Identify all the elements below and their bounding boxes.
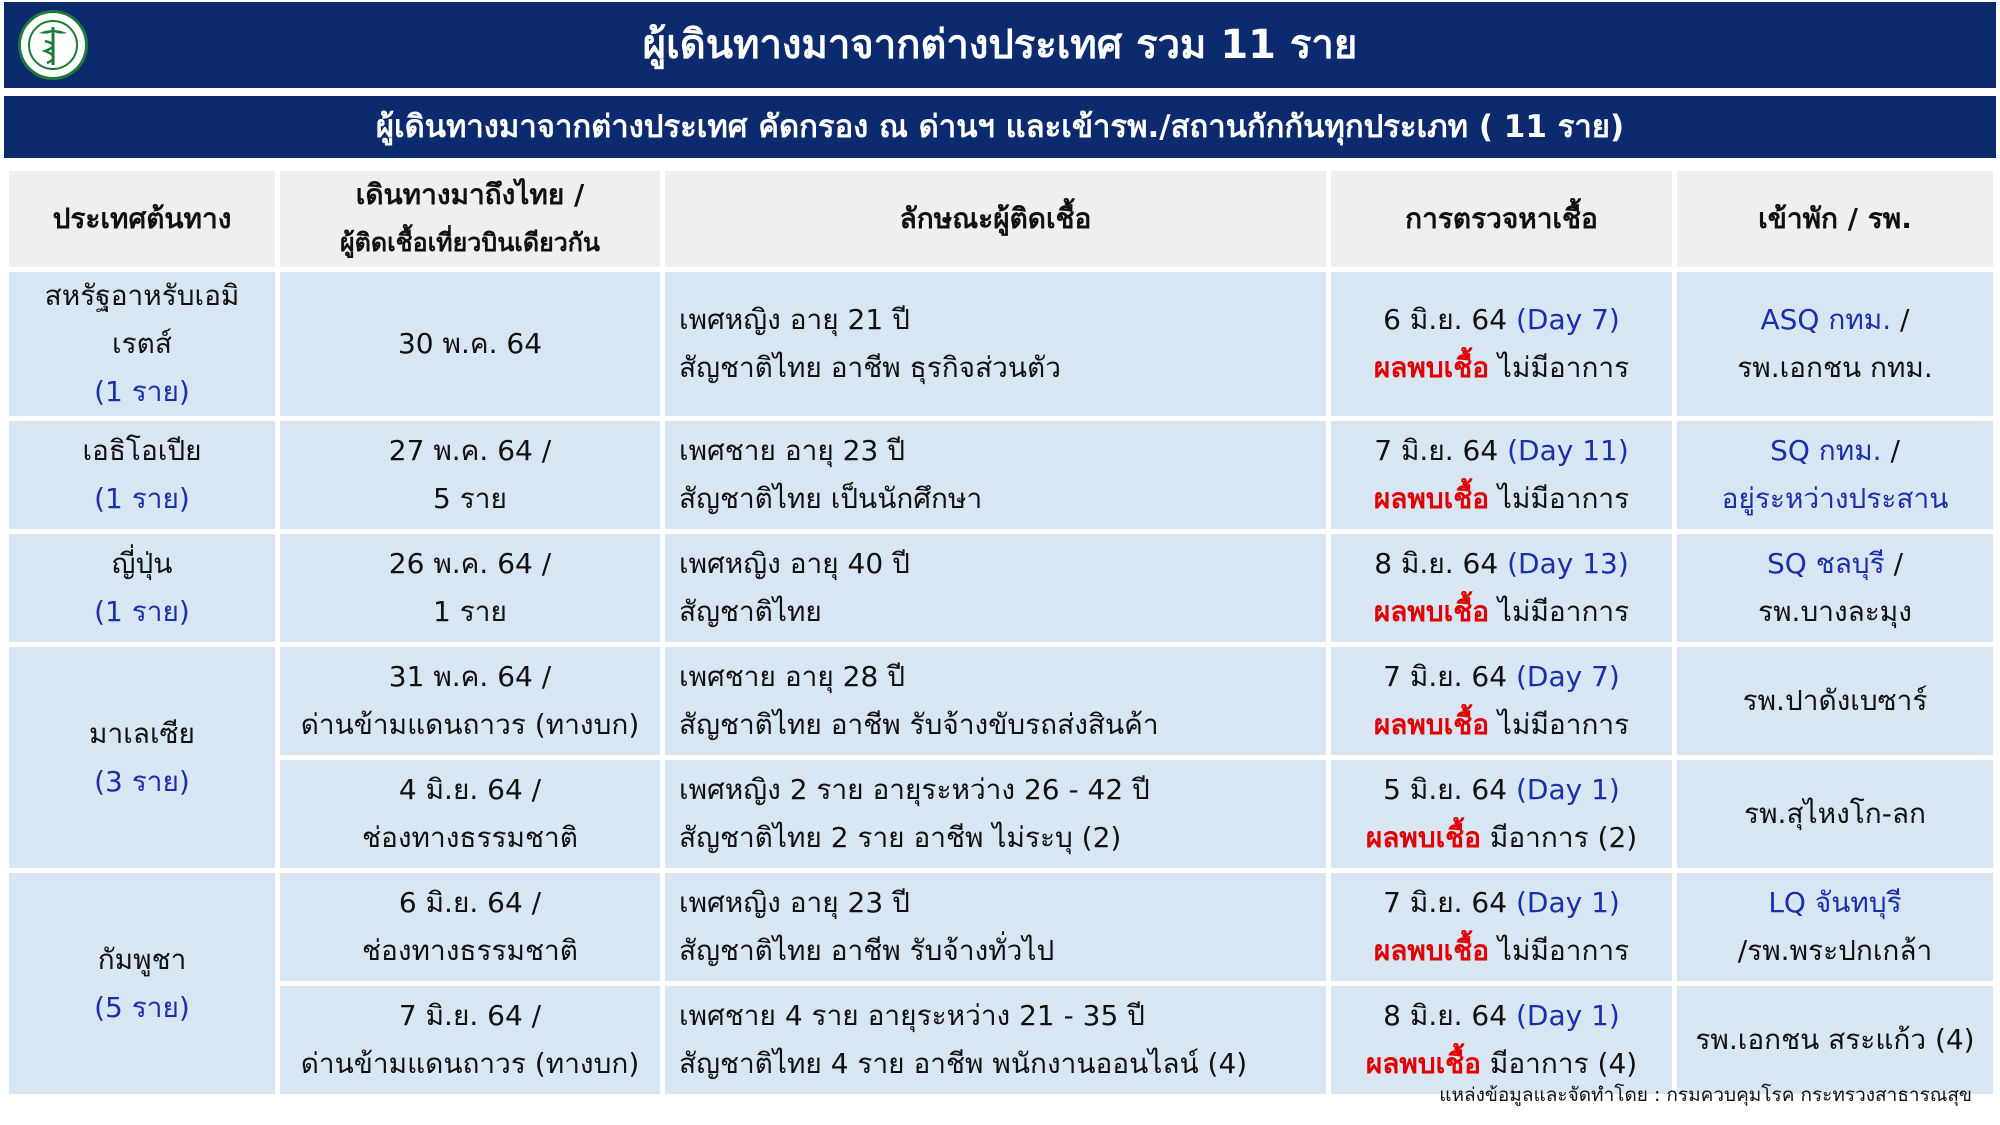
country-name: สหรัฐอาหรับเอมิเรตส์	[44, 279, 240, 360]
case-count: (1 ราย)	[94, 375, 190, 408]
symptom-status: มีอาการ (2)	[1489, 821, 1638, 854]
ministry-logo-icon	[18, 10, 88, 80]
header-facility: เข้าพัก / รพ.	[1677, 171, 1993, 267]
cases-table	[4, 166, 1998, 1099]
char-line2: สัญชาติไทย อาชีพ รับจ้างทั่วไป	[679, 934, 1055, 967]
test-day: (Day 11)	[1507, 434, 1629, 467]
case-count: (1 ราย)	[94, 482, 190, 515]
symptom-status: ไม่มีอาการ	[1497, 595, 1630, 628]
case-count: (1 ราย)	[94, 595, 190, 628]
arrival-date: 27 พ.ค. 64 /	[388, 434, 552, 467]
subtitle: ผู้เดินทางมาจากต่างประเทศ คัดกรอง ณ ด่านฯ และเข้ารพ./สถานกักกันทุกประเภท ( 11 ราย)	[375, 109, 1625, 145]
facility-separator: /	[1884, 547, 1904, 580]
char-line2: สัญชาติไทย อาชีพ ธุรกิจส่วนตัว	[679, 351, 1061, 384]
facility-cell	[1677, 760, 1993, 868]
arrival-cell	[280, 986, 660, 1094]
testing-cell	[1331, 873, 1672, 981]
hospital-name: รพ.เอกชน กทม.	[1737, 351, 1933, 384]
hospital-name: /รพ.พระปกเกล้า	[1737, 934, 1933, 967]
table-row	[9, 647, 1993, 755]
quarantine-site: SQ ชลบุรี	[1766, 547, 1885, 580]
char-line1: เพศชาย 4 ราย อายุระหว่าง 21 - 35 ปี	[679, 999, 1145, 1032]
testing-cell	[1331, 986, 1672, 1094]
char-line1: เพศชาย อายุ 28 ปี	[679, 660, 905, 693]
case-count: (5 ราย)	[94, 990, 190, 1024]
facility-cell	[1677, 272, 1993, 416]
table-row	[9, 421, 1993, 529]
char-line2: สัญชาติไทย 4 ราย อาชีพ พนักงานออนไลน์ (4)	[679, 1047, 1248, 1080]
symptom-status: ไม่มีอาการ	[1497, 934, 1630, 967]
arrival-detail: ด่านข้ามแดนถาวร (ทางบก)	[300, 708, 640, 741]
characteristics-cell	[665, 873, 1326, 981]
country-name: ญี่ปุ่น	[111, 547, 173, 580]
characteristics-cell	[665, 986, 1326, 1094]
test-date: 7 มิ.ย. 64	[1383, 886, 1508, 919]
page-title: ผู้เดินทางมาจากต่างประเทศ รวม 11 ราย	[642, 22, 1358, 68]
char-line1: เพศหญิง อายุ 21 ปี	[679, 303, 910, 336]
header-characteristics: ลักษณะผู้ติดเชื้อ	[665, 171, 1326, 267]
arrival-detail: ช่องทางธรรมชาติ	[362, 934, 578, 967]
caduceus-icon	[35, 25, 71, 67]
test-date: 8 มิ.ย. 64	[1374, 547, 1499, 580]
table-row	[9, 534, 1993, 642]
header-arrival-line1: เดินทางมาถึงไทย /	[355, 178, 585, 211]
testing-cell	[1331, 534, 1672, 642]
facility-separator: /	[1891, 303, 1910, 336]
header-testing: การตรวจหาเชื้อ	[1331, 171, 1672, 267]
table-header-row	[9, 171, 1993, 267]
test-date: 7 มิ.ย. 64	[1374, 434, 1499, 467]
char-line1: เพศหญิง อายุ 23 ปี	[679, 886, 910, 919]
arrival-date: 7 มิ.ย. 64 /	[398, 999, 542, 1032]
table-row	[9, 986, 1993, 1094]
header-arrival-line2: ผู้ติดเชื้อเที่ยวบินเดียวกัน	[339, 228, 600, 257]
characteristics-cell	[665, 647, 1326, 755]
arrival-detail: 1 ราย	[433, 595, 507, 628]
arrival-detail: 5 ราย	[433, 482, 507, 515]
test-day: (Day 13)	[1507, 547, 1629, 580]
char-line2: สัญชาติไทย 2 ราย อาชีพ ไม่ระบุ (2)	[679, 821, 1122, 854]
arrival-cell	[280, 272, 660, 416]
char-line1: เพศชาย อายุ 23 ปี	[679, 434, 905, 467]
testing-cell	[1331, 647, 1672, 755]
test-result: ผลพบเชื้อ	[1373, 934, 1490, 967]
test-result: ผลพบเชื้อ	[1373, 708, 1490, 741]
test-day: (Day 1)	[1515, 999, 1620, 1032]
symptom-status: ไม่มีอาการ	[1497, 708, 1630, 741]
facility-cell	[1677, 534, 1993, 642]
characteristics-cell	[665, 421, 1326, 529]
table-row	[9, 760, 1993, 868]
header-arrival	[280, 171, 660, 267]
arrival-detail: ช่องทางธรรมชาติ	[362, 821, 578, 854]
test-result: ผลพบเชื้อ	[1365, 821, 1481, 854]
country-cell	[9, 873, 275, 1094]
country-name: กัมพูชา	[97, 942, 187, 976]
country-name: เอธิโอเปีย	[82, 434, 202, 467]
hospital-name: รพ.บางละมุง	[1758, 595, 1912, 628]
test-result: ผลพบเชื้อ	[1373, 595, 1490, 628]
table-row	[9, 272, 1993, 416]
char-line2: สัญชาติไทย เป็นนักศึกษา	[679, 482, 983, 515]
test-day: (Day 7)	[1515, 303, 1620, 336]
facility-cell	[1677, 421, 1993, 529]
title-banner	[4, 2, 1996, 88]
case-count: (3 ราย)	[94, 764, 190, 798]
hospital-name: รพ.สุไหงโก-ลก	[1744, 797, 1926, 830]
test-result: ผลพบเชื้อ	[1373, 482, 1490, 515]
arrival-cell	[280, 421, 660, 529]
testing-cell	[1331, 421, 1672, 529]
test-day: (Day 1)	[1515, 886, 1620, 919]
source-note: แหล่งข้อมูลและจัดทำโดย : กรมควบคุมโรค กระทรวงสาธารณสุข	[1439, 1084, 1972, 1106]
arrival-cell	[280, 534, 660, 642]
test-date: 6 มิ.ย. 64	[1383, 303, 1508, 336]
arrival-cell	[280, 647, 660, 755]
char-line2: สัญชาติไทย อาชีพ รับจ้างขับรถส่งสินค้า	[679, 708, 1159, 741]
arrival-date: 26 พ.ค. 64 /	[388, 547, 552, 580]
characteristics-cell	[665, 534, 1326, 642]
symptom-status: ไม่มีอาการ	[1497, 482, 1630, 515]
test-date: 7 มิ.ย. 64	[1383, 660, 1508, 693]
quarantine-site: SQ กทม.	[1770, 434, 1882, 467]
country-name: มาเลเซีย	[89, 716, 195, 750]
symptom-status: ไม่มีอาการ	[1497, 351, 1630, 384]
testing-cell	[1331, 760, 1672, 868]
test-result: ผลพบเชื้อ	[1365, 1047, 1481, 1080]
subtitle-banner	[4, 96, 1996, 158]
testing-cell	[1331, 272, 1672, 416]
hospital-name: อยู่ระหว่างประสาน	[1721, 482, 1949, 515]
header-country: ประเทศต้นทาง	[9, 171, 275, 267]
quarantine-site: LQ จันทบุรี	[1768, 886, 1902, 919]
arrival-cell	[280, 760, 660, 868]
char-line1: เพศหญิง 2 ราย อายุระหว่าง 26 - 42 ปี	[679, 773, 1150, 806]
arrival-detail: ด่านข้ามแดนถาวร (ทางบก)	[300, 1047, 640, 1080]
facility-cell	[1677, 647, 1993, 755]
facility-cell	[1677, 986, 1993, 1094]
test-date: 5 มิ.ย. 64	[1383, 773, 1508, 806]
country-cell	[9, 421, 275, 529]
test-day: (Day 7)	[1515, 660, 1620, 693]
arrival-date: 4 มิ.ย. 64 /	[398, 773, 542, 806]
country-cell	[9, 272, 275, 416]
facility-separator: /	[1881, 434, 1900, 467]
arrival-date: 31 พ.ค. 64 /	[388, 660, 552, 693]
country-cell	[9, 647, 275, 868]
test-date: 8 มิ.ย. 64	[1383, 999, 1508, 1032]
char-line2: สัญชาติไทย	[679, 595, 822, 628]
characteristics-cell	[665, 760, 1326, 868]
facility-cell	[1677, 873, 1993, 981]
symptom-status: มีอาการ (4)	[1489, 1047, 1638, 1080]
table-row	[9, 873, 1993, 981]
char-line1: เพศหญิง อายุ 40 ปี	[679, 547, 910, 580]
test-day: (Day 1)	[1515, 773, 1620, 806]
quarantine-site: ASQ กทม.	[1760, 303, 1892, 336]
arrival-date: 6 มิ.ย. 64 /	[398, 886, 542, 919]
arrival-date: 30 พ.ค. 64	[397, 327, 543, 360]
country-cell	[9, 534, 275, 642]
test-result: ผลพบเชื้อ	[1373, 351, 1490, 384]
characteristics-cell	[665, 272, 1326, 416]
hospital-name: รพ.ปาดังเบซาร์	[1742, 684, 1928, 717]
arrival-cell	[280, 873, 660, 981]
hospital-name: รพ.เอกชน สระแก้ว (4)	[1695, 1023, 1975, 1056]
